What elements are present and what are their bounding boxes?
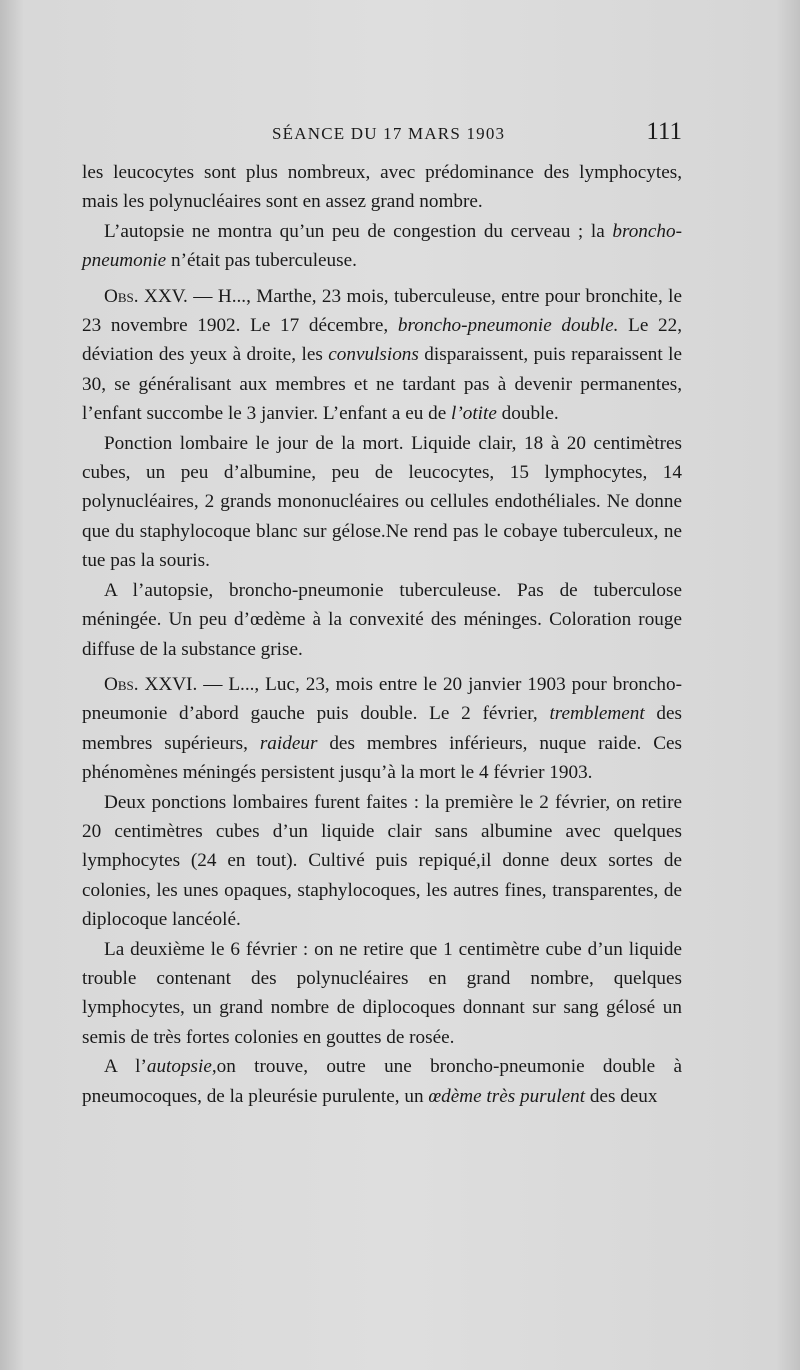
paragraph-4: Ponction lombaire le jour de la mort. Liquide clair, 18 à 20 centimètres cubes, un peu d’albumine, peu de leucocytes, 15 lymphocytes, 14 polynucléaires, 2 grands mononucléaires ou cellules endothéliales. Ne donne que du staphylocoque blanc sur gélose.Ne rend pas le cobaye tuberculeux, ne tue pas la souris.: [82, 432, 682, 572]
paragraph-8: La deuxième le 6 février : on ne retire que 1 centimètre cube d’un liquide trouble contenant des polynucléaires en grand nombre, quelques lymphocytes, un grand nombre de diplocoques donnant sur sang gélosé un semis de très fortes colonies en gouttes de rosée.: [82, 938, 682, 1048]
paragraph-2: L’autopsie ne montra qu’un peu de congestion du cerveau ; la broncho-pneumonie n’était pas tuberculeuse.: [82, 220, 682, 272]
paragraph-5: A l’autopsie, broncho-pneumonie tuberculeuse. Pas de tuberculose méningée. Un peu d’œdème à la convexité des méninges. Coloration rouge diffuse de la substance grise.: [82, 579, 682, 660]
observation-25: Obs. XXV. — H..., Marthe, 23 mois, tuberculeuse, entre pour bronchite, le 23 novembre 1902. Le 17 décembre, broncho-pneumonie double. Le 22, déviation des yeux à droite, les convulsions disparaissent, puis reparaissent le 30, se généralisant aux membres et ne tardant pas à devenir permanentes, l’enfant succombe le 3 janvier. L’enfant a eu de l’otite double.: [82, 285, 682, 425]
running-title: SÉANCE DU 17 MARS 1903: [272, 124, 506, 143]
observation-label: Obs. XXVI.: [104, 673, 198, 695]
paragraph-7: Deux ponctions lombaires furent faites : la première le 2 février, on retire 20 centimètres cubes d’un liquide clair sans albumine avec quelques lymphocytes (24 en tout). Cultivé puis repiqué,il donne deux sortes de colonies, les unes opaques, staphylocoques, les autres fines, transparentes, de diplocoque lancéolé.: [82, 791, 682, 931]
page-number: 111: [646, 118, 682, 145]
observation-label: Obs. XXV.: [104, 285, 188, 307]
paragraph-1: les leucocytes sont plus nombreux, avec prédominance des lymphocytes, mais les polynucléaires sont en assez grand nombre.: [82, 162, 682, 213]
page-header: [82, 118, 682, 148]
paragraph-9: A l’autopsie,on trouve, outre une broncho-pneumonie double à pneumocoques, de la pleurésie purulente, un œdème très purulent des deux: [82, 1056, 682, 1107]
body-text: [82, 158, 682, 1111]
observation-26: Obs. XXVI. — L..., Luc, 23, mois entre le 20 janvier 1903 pour broncho-pneumonie d’abord gauche puis double. Le 2 février, tremblement des membres supérieurs, raideur des membres inférieurs, nuque raide. Ces phénomènes méningés persistent jusqu’à la mort le 4 février 1903.: [82, 673, 683, 784]
